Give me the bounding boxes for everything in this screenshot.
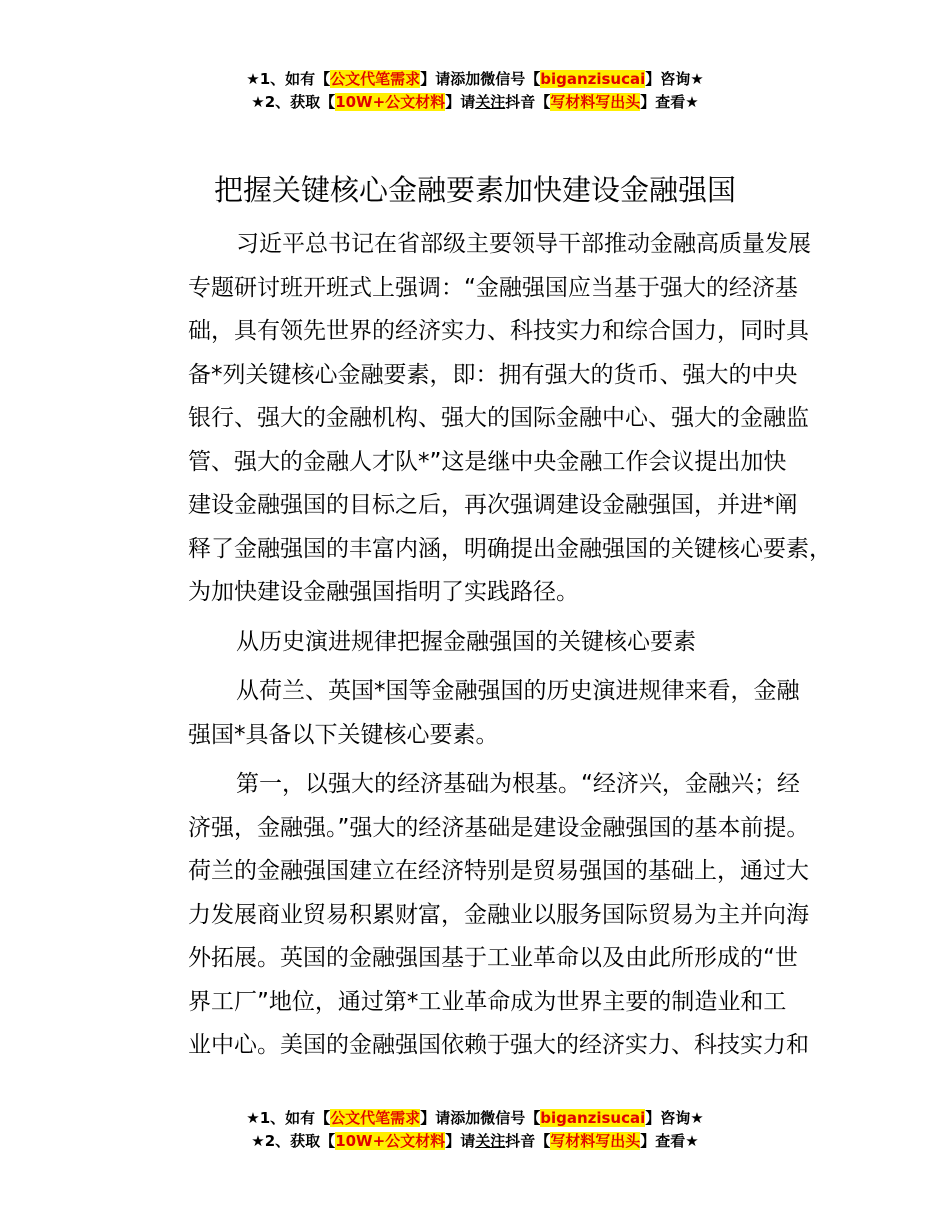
- text-line: 从历史演进规律把握金融强国的关键核心要素: [236, 628, 696, 655]
- banner-text: 】请添加微信号【: [420, 70, 541, 88]
- section-heading: [140, 621, 830, 665]
- text-line: 管、强大的金融人才队*”这是继中央金融工作会议提出加快: [188, 448, 787, 475]
- banner-text: 】查看★: [640, 93, 699, 111]
- banner-line-1: [0, 1107, 950, 1130]
- text-line: 荷兰的金融强国建立在经济特别是贸易强国的基础上，通过大: [188, 858, 809, 884]
- banner-text: 】咨询★: [645, 1109, 704, 1127]
- banner-text: 抖音【: [505, 1132, 551, 1150]
- underlined-text: 关注: [475, 1132, 506, 1150]
- banner-text: 】请: [445, 1132, 476, 1150]
- text-line: 力发展商业贸易积累财富，金融业以服务国际贸易为主并向海: [188, 901, 809, 928]
- top-banner: [0, 68, 950, 114]
- text-line: 第一，以强大的经济基础为根基。“经济兴，金融兴；经: [236, 771, 800, 797]
- text-line: 从荷兰、英国*国等金融强国的历史演进规律来看，金融: [236, 678, 800, 704]
- text-line: 习近平总书记在省部级主要领导干部推动金融高质量发展: [236, 231, 811, 257]
- text-line: 银行、强大的金融机构、强大的国际金融中心、强大的金融监: [188, 405, 809, 431]
- text-line: 强国*具备以下关键核心要素。: [188, 721, 499, 748]
- highlight-text: 公文代笔需求: [330, 1109, 421, 1127]
- paragraph-first-point: [140, 763, 830, 1068]
- paragraph-history: [140, 670, 830, 757]
- banner-line-2: [0, 91, 950, 114]
- banner-line-2: [0, 1130, 950, 1153]
- banner-text: ★1、如有【: [246, 70, 331, 88]
- underlined-text: 关注: [475, 93, 506, 111]
- banner-text: 抖音【: [505, 93, 551, 111]
- text-line: 备*列关键核心金融要素，即：拥有强大的货币、强大的中央: [188, 361, 798, 388]
- banner-line-1: [0, 68, 950, 91]
- text-line: 建设金融强国的目标之后，再次强调建设金融强国，并进*阐: [188, 492, 798, 518]
- banner-text: ★2、获取【: [251, 1132, 336, 1150]
- highlight-text: 写材料写出头: [550, 1132, 641, 1150]
- text-line: 础，具有领先世界的经济实力、科技实力和综合国力，同时具: [188, 318, 809, 344]
- text-line: 释了金融强国的丰富内涵，明确提出金融强国的关键核心要素，: [188, 535, 832, 562]
- text-line: 外拓展。英国的金融强国基于工业革命以及由此所形成的“世: [188, 945, 798, 971]
- highlight-text: 公文代笔需求: [330, 70, 421, 88]
- banner-text: 】咨询★: [645, 70, 704, 88]
- wechat-id-highlight: biganzisucai: [540, 70, 646, 88]
- bottom-banner: [0, 1107, 950, 1153]
- highlight-text: 10W+公文材料: [335, 1132, 446, 1150]
- text-line: 业中心。美国的金融强国依赖于强大的经济实力、科技实力和: [188, 1032, 809, 1058]
- wechat-id-highlight: biganzisucai: [540, 1109, 646, 1127]
- text-line: 济强，金融强。”强大的经济基础是建设金融强国的基本前提。: [188, 814, 810, 841]
- banner-text: 】查看★: [640, 1132, 699, 1150]
- banner-text: 】请添加微信号【: [420, 1109, 541, 1127]
- document-body: [140, 223, 830, 1074]
- document-title: 把握关键核心金融要素加快建设金融强国: [213, 173, 736, 207]
- text-line: 专题研讨班开班式上强调：“金融强国应当基于强大的经济基: [188, 274, 798, 301]
- highlight-text: 10W+公文材料: [335, 93, 446, 111]
- text-line: 界工厂”地位，通过第*工业革命成为世界主要的制造业和工: [188, 988, 787, 1015]
- banner-text: ★1、如有【: [246, 1109, 331, 1127]
- banner-text: ★2、获取【: [251, 93, 336, 111]
- paragraph-intro: [140, 223, 830, 615]
- text-line: 为加快建设金融强国指明了实践路径。: [188, 579, 579, 605]
- highlight-text: 写材料写出头: [550, 93, 641, 111]
- banner-text: 】请: [445, 93, 476, 111]
